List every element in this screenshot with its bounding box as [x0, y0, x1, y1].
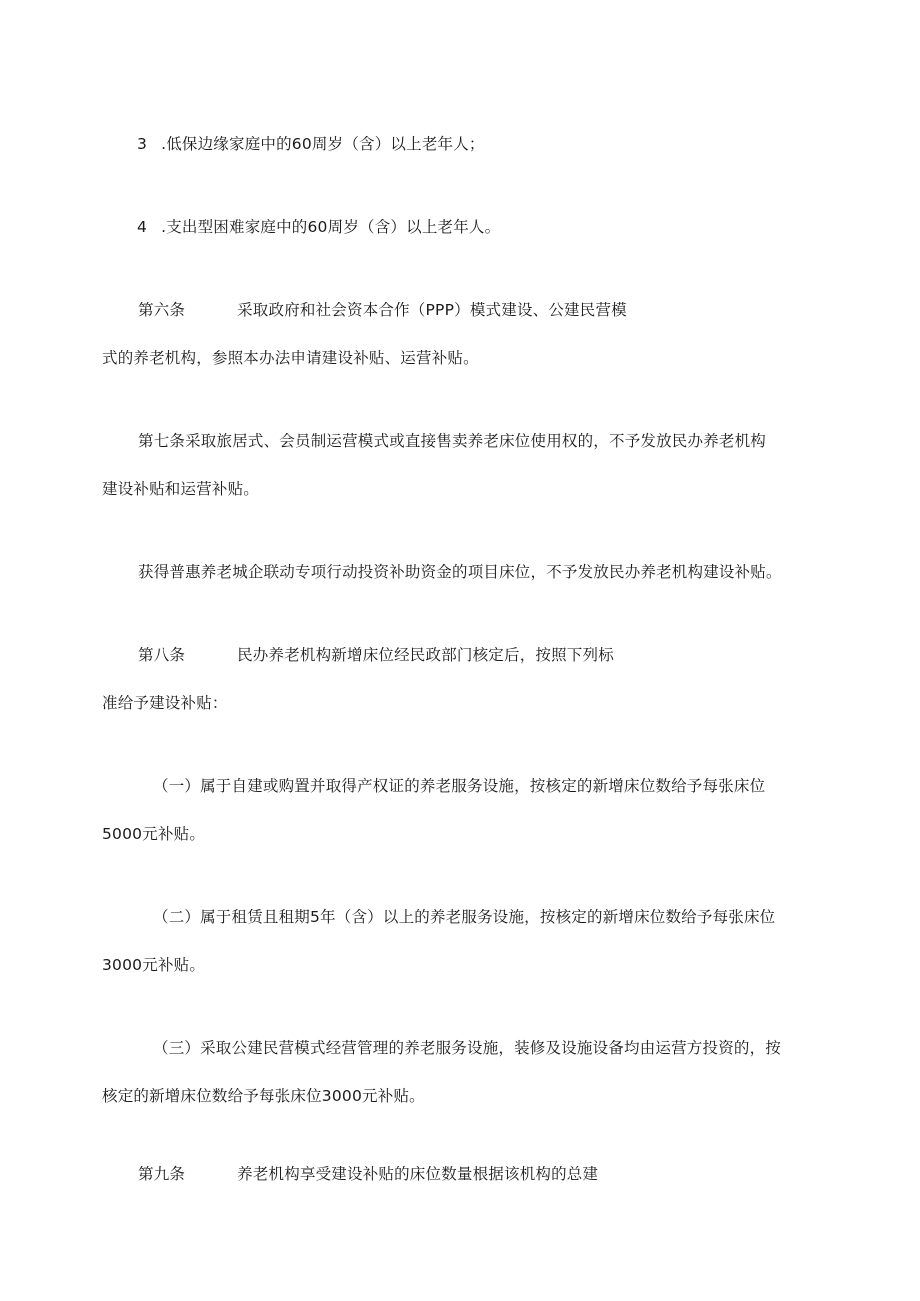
paragraph-puhui: 获得普惠养老城企联动专项行动投资补助资金的项目床位，不予发放民办养老机构建设补贴。 — [138, 563, 782, 581]
article-7-line-2: 建设补贴和运营补贴。 — [102, 480, 260, 498]
list-item-4 — [137, 216, 500, 238]
article-6-line-1 — [138, 299, 627, 321]
article-label: 第九条 — [138, 1165, 186, 1183]
list-text: .支出型困难家庭中的60周岁（含）以上老年人。 — [161, 218, 501, 236]
item-2-line-2: 3000元补贴。 — [102, 956, 206, 974]
article-text: 采取政府和社会资本合作（PPP）模式建设、公建民营模 — [237, 301, 627, 319]
item-1-line-1: （一）属于自建或购置并取得产权证的养老服务设施，按核定的新增床位数给予每张床位 — [153, 777, 766, 795]
item-3-line-1: （三）采取公建民营模式经营管理的养老服务设施，装修及设施设备均由运营方投资的，按 — [153, 1039, 782, 1057]
item-2-line-1: （二）属于租赁且租期5年（含）以上的养老服务设施，按核定的新增床位数给予每张床位 — [153, 908, 776, 926]
list-text: .低保边缘家庭中的60周岁（含）以上老年人； — [161, 135, 485, 153]
item-1-line-2: 5000元补贴。 — [102, 825, 206, 843]
article-8-line-2: 准给予建设补贴： — [102, 694, 228, 712]
list-number: 4 — [137, 218, 148, 236]
article-9-line-1 — [138, 1163, 598, 1185]
article-label: 第六条 — [138, 301, 186, 319]
article-8-line-1 — [138, 644, 614, 666]
list-item-3 — [137, 133, 485, 155]
article-label: 第八条 — [138, 646, 186, 664]
article-7-line-1: 第七条采取旅居式、会员制运营模式或直接售卖养老床位使用权的，不予发放民办养老机构 — [138, 432, 767, 450]
list-number: 3 — [137, 135, 148, 153]
article-text: 民办养老机构新增床位经民政部门核定后，按照下列标 — [237, 646, 614, 664]
article-6-line-2: 式的养老机构，参照本办法申请建设补贴、运营补贴。 — [102, 349, 479, 367]
item-3-line-2: 核定的新增床位数给予每张床位3000元补贴。 — [102, 1087, 425, 1105]
article-text: 养老机构享受建设补贴的床位数量根据该机构的总建 — [237, 1165, 599, 1183]
